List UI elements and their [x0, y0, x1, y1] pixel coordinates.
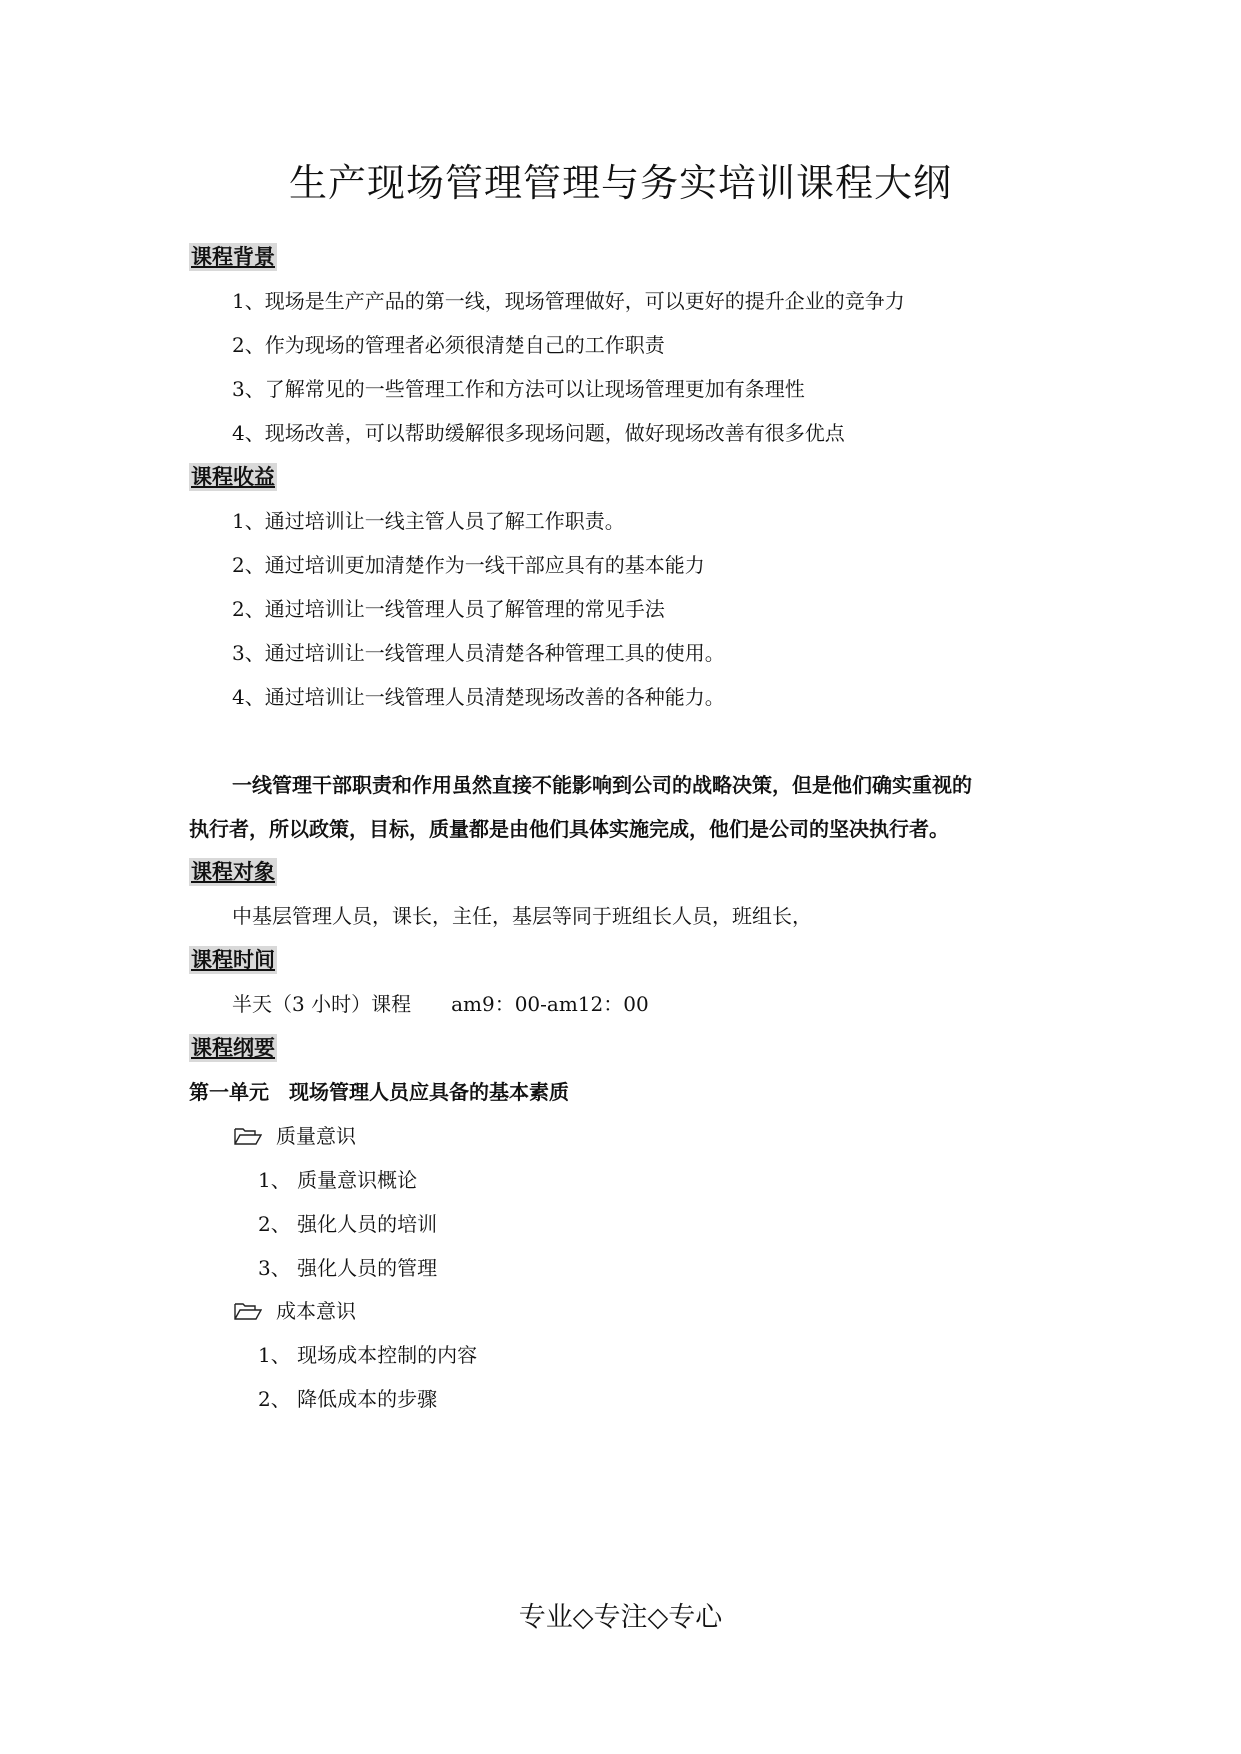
list-item: 2、通过培训更加清楚作为一线干部应具有的基本能力 [232, 553, 705, 577]
folder-icon [234, 1126, 262, 1146]
outline-section-quality [234, 1122, 356, 1150]
list-item: 4、通过培训让一线管理人员清楚现场改善的各种能力。 [232, 685, 725, 709]
outline-section-cost [234, 1297, 356, 1325]
audience-text: 中基层管理人员，课长，主任，基层等同于班组长人员，班组长， [232, 904, 812, 928]
folder-icon [234, 1301, 262, 1321]
document-title: 生产现场管理管理与务实培训课程大纲 [288, 161, 952, 205]
section-heading-audience: 课程对象 [191, 859, 275, 884]
list-item: 2、通过培训让一线管理人员了解管理的常见手法 [232, 597, 665, 621]
outline-section-title: 成本意识 [276, 1299, 356, 1323]
page-footer: 专业◇专注◇专心 [518, 1602, 723, 1633]
list-item: 1、现场是生产产品的第一线，现场管理做好，可以更好的提升企业的竞争力 [232, 289, 905, 313]
section-heading-outline: 课程纲要 [191, 1035, 275, 1060]
time-text: 半天（3 小时）课程 am9：00-am12：00 [232, 992, 649, 1016]
statement-line-2: 执行者，所以政策，目标，质量都是由他们具体实施完成，他们是公司的坚决执行者。 [189, 817, 949, 841]
list-item: 4、现场改善，可以帮助缓解很多现场问题，做好现场改善有很多优点 [232, 421, 845, 445]
list-item: 1、 现场成本控制的内容 [258, 1343, 478, 1367]
list-item: 3、 强化人员的管理 [258, 1256, 438, 1280]
unit-title: 第一单元 现场管理人员应具备的基本素质 [189, 1080, 569, 1104]
list-item: 2、 降低成本的步骤 [258, 1387, 438, 1411]
list-item: 2、 强化人员的培训 [258, 1212, 438, 1236]
section-heading-time: 课程时间 [191, 947, 275, 972]
list-item: 3、了解常见的一些管理工作和方法可以让现场管理更加有条理性 [232, 377, 805, 401]
list-item: 3、通过培训让一线管理人员清楚各种管理工具的使用。 [232, 641, 725, 665]
statement-line-1: 一线管理干部职责和作用虽然直接不能影响到公司的战略决策，但是他们确实重视的 [232, 773, 972, 797]
outline-section-title: 质量意识 [276, 1124, 356, 1148]
list-item: 1、 质量意识概论 [258, 1168, 418, 1192]
list-item: 1、通过培训让一线主管人员了解工作职责。 [232, 509, 625, 533]
section-heading-benefits: 课程收益 [191, 464, 275, 489]
list-item: 2、作为现场的管理者必须很清楚自己的工作职责 [232, 333, 665, 357]
section-heading-background: 课程背景 [191, 244, 275, 269]
